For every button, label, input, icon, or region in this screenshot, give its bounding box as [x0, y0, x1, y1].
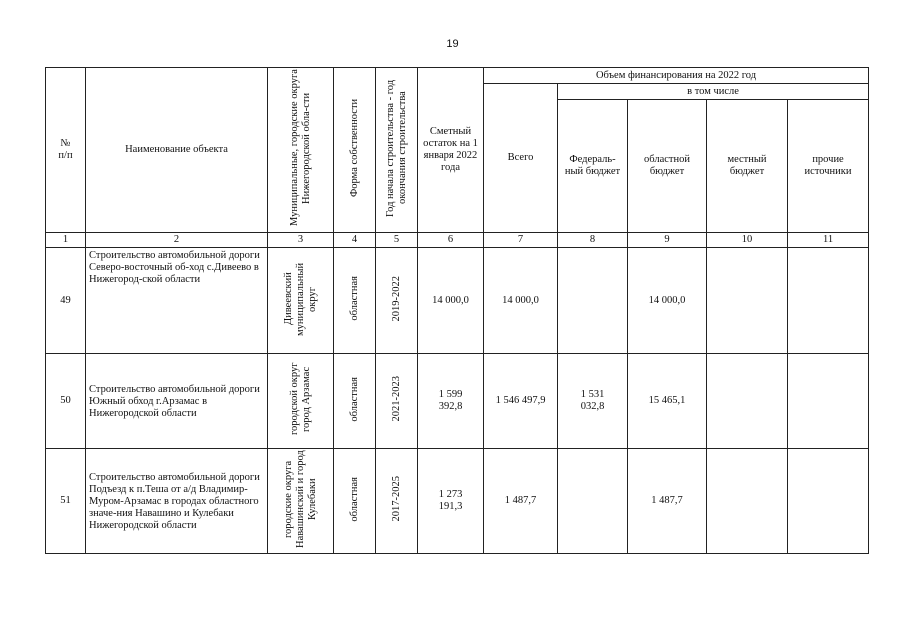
total: 1 546 497,9 — [484, 354, 558, 449]
financing-table — [45, 67, 869, 554]
local — [707, 354, 788, 449]
other — [788, 449, 869, 554]
column-number: 11 — [788, 233, 869, 248]
row-number: 51 — [46, 449, 86, 554]
column-number: 2 — [86, 233, 268, 248]
column-number: 4 — [334, 233, 376, 248]
table-row — [46, 449, 869, 554]
header-local: местный бюджет — [707, 100, 788, 233]
row-number: 49 — [46, 248, 86, 354]
page-number: 19 — [446, 38, 459, 50]
column-number: 1 — [46, 233, 86, 248]
other — [788, 248, 869, 354]
ownership: областная — [334, 248, 376, 354]
column-number: 3 — [268, 233, 334, 248]
ownership: областная — [334, 449, 376, 554]
header-balance: Сметный остаток на 1 января 2022 года — [418, 68, 484, 233]
column-number: 5 — [376, 233, 418, 248]
header-total: Всего — [484, 84, 558, 233]
ownership: областная — [334, 354, 376, 449]
regional: 14 000,0 — [628, 248, 707, 354]
column-number: 10 — [707, 233, 788, 248]
regional: 1 487,7 — [628, 449, 707, 554]
federal — [558, 248, 628, 354]
total: 14 000,0 — [484, 248, 558, 354]
years: 2019-2022 — [376, 248, 418, 354]
federal: 1 531 032,8 — [558, 354, 628, 449]
municipality: городские округа Навашинский и город Кулебаки — [268, 449, 334, 554]
total: 1 487,7 — [484, 449, 558, 554]
header-including: в том числе — [558, 84, 869, 100]
table-row — [46, 354, 869, 449]
years: 2017-2025 — [376, 449, 418, 554]
balance: 1 599 392,8 — [418, 354, 484, 449]
column-number: 6 — [418, 233, 484, 248]
header-ownership: Форма собственности — [334, 68, 376, 233]
object-name: Строительство автомобильной дороги Южный обход г.Арзамас в Нижегородской области — [86, 354, 268, 449]
column-number: 8 — [558, 233, 628, 248]
column-number: 7 — [484, 233, 558, 248]
header-federal: Федераль-ный бюджет — [558, 100, 628, 233]
header-financing: Объем финансирования на 2022 год — [484, 68, 869, 84]
header-regional: областной бюджет — [628, 100, 707, 233]
local — [707, 248, 788, 354]
header-municipality: Муниципальные, городские округа Нижегородской обла-сти — [268, 68, 334, 233]
header-other: прочие источники — [788, 100, 869, 233]
years: 2021-2023 — [376, 354, 418, 449]
object-name: Строительство автомобильной дороги Подъезд к п.Теша от а/д Владимир-Муром-Арзамас в городах областного значе-ния Навашино и Кулебаки Нижегородской области — [86, 449, 268, 554]
other — [788, 354, 869, 449]
table-row — [46, 248, 869, 354]
municipality: городской округ город Арзамас — [268, 354, 334, 449]
balance: 14 000,0 — [418, 248, 484, 354]
local — [707, 449, 788, 554]
regional: 15 465,1 — [628, 354, 707, 449]
federal — [558, 449, 628, 554]
balance: 1 273 191,3 — [418, 449, 484, 554]
object-name: Строительство автомобильной дороги Северо-восточный об-ход с.Дивеево в Нижегород-ской области — [86, 248, 268, 354]
column-number: 9 — [628, 233, 707, 248]
header-years: Год начала строительства - год окончания строительства — [376, 68, 418, 233]
header-object-name: Наименование объекта — [86, 68, 268, 233]
header-row-number: № п/п — [46, 68, 86, 233]
municipality: Дивеевский муниципальный округ — [268, 248, 334, 354]
row-number: 50 — [46, 354, 86, 449]
